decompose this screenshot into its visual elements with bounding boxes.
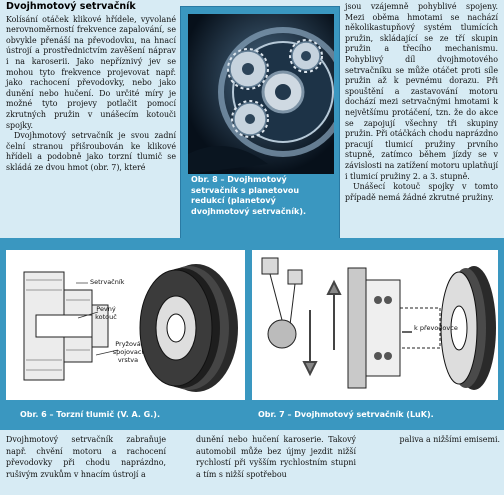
label-to-gearbox: k převodovce xyxy=(414,324,458,332)
paragraph: Kolísání otáček klikové hřídele, vyvolané nerovnoměrností frekvence zapalování, se obvykle přenáší na převodovku, na hnací ústrojí a prostřednictvím zavěšení náprav i na karoserii. Jako nepříznivý jev se mohou tyto frekvence projevovat např. jako rachocení převodovky, nebo jako dunění nebo hučení. Do určité míry je možné tyto projevy potlačit pomocí zkrutných pružin v unášecím kotouči spojky. xyxy=(6,14,176,130)
bottom-paragraph-1: Dvojhmotový setrvačník zabraňuje např. chvění motoru a rachocení převodovky při chodu naprázdno, rušivým zvukům v hnacím ústrojí a xyxy=(6,435,166,479)
paragraph: Dvojhmotový setrvačník je svou zadní čelní stranou přišroubován ke klikové hřídeli a podobně jako torzní tlumič se skládá ze dvou hmot (obr. 7), které xyxy=(6,131,176,172)
figure-8-caption: Obr. 8 – Dvojhmotový setrvačník s planetovou redukcí (planetový dvojhmotový setrvačník). xyxy=(191,175,307,216)
label-rubber-layer: Pryžová spojovací vrstva xyxy=(112,340,144,364)
bottom-paragraph-3: paliva a nižšími emisemi. xyxy=(399,435,500,444)
label-fixed-disc: Pevný kotouč xyxy=(95,305,117,321)
right-text-column xyxy=(345,2,498,203)
planetary-flywheel-photo xyxy=(188,14,334,174)
paragraph: jsou vzájemně pohyblivé spojeny. Mezi oběma hmotami se nachází několikastupňový systém tlumících pružin, skládající se ze tří skupin pružin a třecího mechanismu. Pohyblivý díl dvojhmotového setrvačníku se může otáčet proti síle pružin až k pevnému dorazu. Při spouštění a zastavování motoru dochází mezi setrvačnými hmotami k největšímu protáčení, tzn. že do akce se zapojují všechny tři skupiny pružin. Při otáčkách chodu naprázdno pracují tlumicí pružiny prvního stupně, zatímco během jízdy se v závislosti na zatížení motoru uplatňují i tlumicí pružiny 2. a 3. stupně. xyxy=(345,2,498,181)
section-heading: Dvojhmotový setrvačník xyxy=(6,1,136,12)
torsion-damper-drawing xyxy=(6,250,245,400)
figure-6-caption: Obr. 6 – Torzní tlumič (V. A. G.). xyxy=(20,410,160,419)
left-text-column xyxy=(6,2,176,174)
flywheel-photo-graphic xyxy=(188,14,334,174)
figure-7-caption: Obr. 7 – Dvojhmotový setrvačník (LuK). xyxy=(258,410,434,419)
figure-7-diagram xyxy=(252,250,498,400)
paragraph: Unášecí kotouč spojky v tomto případě nemá žádné zkrutné pružiny. xyxy=(345,182,498,202)
dual-mass-flywheel-drawing xyxy=(252,250,498,400)
bottom-paragraph-2: dunění nebo hučení karoserie. Takový automobil může bez újmy jezdit nižší rychlostí při vyšším rychlostním stupni a tím s nižší spotřebou xyxy=(196,435,356,479)
label-flywheel: Setrvačník xyxy=(90,278,125,286)
figure-8 xyxy=(180,6,340,244)
figure-6-diagram xyxy=(6,250,245,400)
